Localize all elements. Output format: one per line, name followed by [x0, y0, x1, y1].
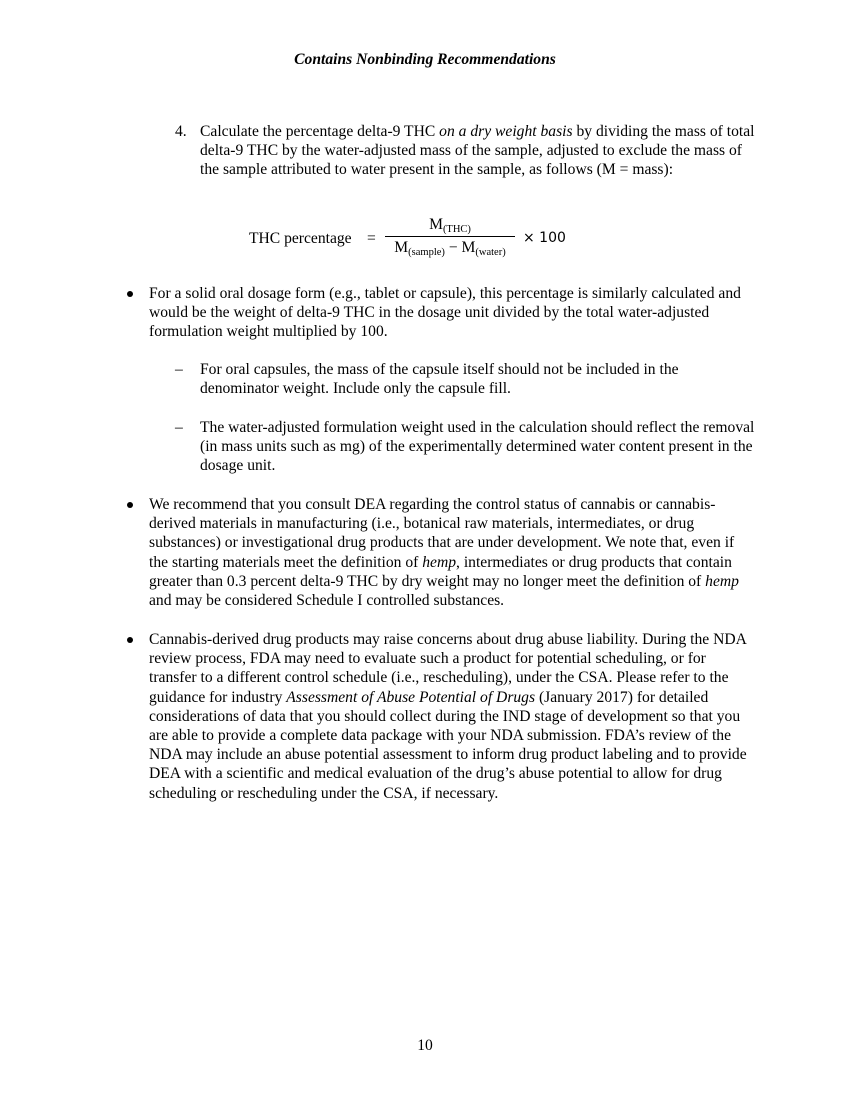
item-number: 4. [175, 123, 187, 140]
dash-item-capsules: – For oral capsules, the mass of the capsule itself should not be included in the denominator weight. Include only the capsule fill. [175, 361, 679, 398]
dash-icon: – [175, 361, 183, 378]
bullet-icon [127, 637, 133, 643]
bullet-icon [127, 502, 133, 508]
thc-percentage-formula [249, 214, 589, 264]
dash-item-water-adjusted: – The water-adjusted formulation weight used in the calculation should reflect the removal (in mass units such as mg) of the experimentally determined water content present in the dosage unit. [175, 419, 755, 475]
item-text: Calculate the percentage delta-9 THC on a dry weight basis by dividing the mass of total delta-9 THC by the water-adjusted mass of the sample, adjusted to exclude the mass of the sample attributed to water present in the sample, as follows (M = mass): [200, 123, 755, 179]
formula-equals: = [367, 230, 376, 247]
bullet-abuse-liability: Cannabis-derived drug products may raise concerns about drug abuse liability. During the NDA review process, FDA may need to evaluate such a product for potential scheduling, or for transfer to a different control schedule (i.e., rescheduling), under the CSA. Please refer to the guidance for industry Assessment of Abuse Potential of Drugs (January 2017) for detailed considerations of data that you should collect during the IND stage of development so that you are able to provide a complete data package with your NDA submission. FDA’s review of the NDA may include an abuse potential assessment to inform drug product labeling and to provide DEA with a scientific and medical evaluation of the drug’s abuse potential to allow for drug scheduling or rescheduling under the CSA, if necessary. [122, 630, 752, 803]
bullet-dea-consult: We recommend that you consult DEA regarding the control status of cannabis or cannabis-derived materials in manufacturing (i.e., botanical raw materials, intermediates, or drug substances) or investigational drug products that are under development. We note that, even if the starting materials meet the definition of hemp, intermediates or drug products that contain greater than 0.3 percent delta-9 THC by dry weight may no longer meet the definition of hemp and may be considered Schedule I controlled substances. [122, 495, 752, 610]
formula-multiplier: × 100 [523, 230, 566, 246]
formula-numerator: $M_{(THC)}$ [429, 216, 471, 235]
formula-fraction [383, 214, 517, 264]
dash-icon: – [175, 419, 183, 436]
formula-denominator: $M_{(sample)} - M_{(water)}$ [394, 239, 506, 258]
numbered-item-4 [175, 122, 755, 180]
page-number: 10 [417, 1037, 433, 1054]
bullet-solid-oral-dosage: For a solid oral dosage form (e.g., tablet or capsule), this percentage is similarly calculated and would be the weight of delta-9 THC in the dosage unit divided by the total water-adjusted formulation weight multiplied by 100. [122, 284, 752, 342]
formula-lhs: THC percentage [249, 230, 352, 247]
page-header: Contains Nonbinding Recommendations [294, 51, 556, 68]
bullet-icon [127, 291, 133, 297]
